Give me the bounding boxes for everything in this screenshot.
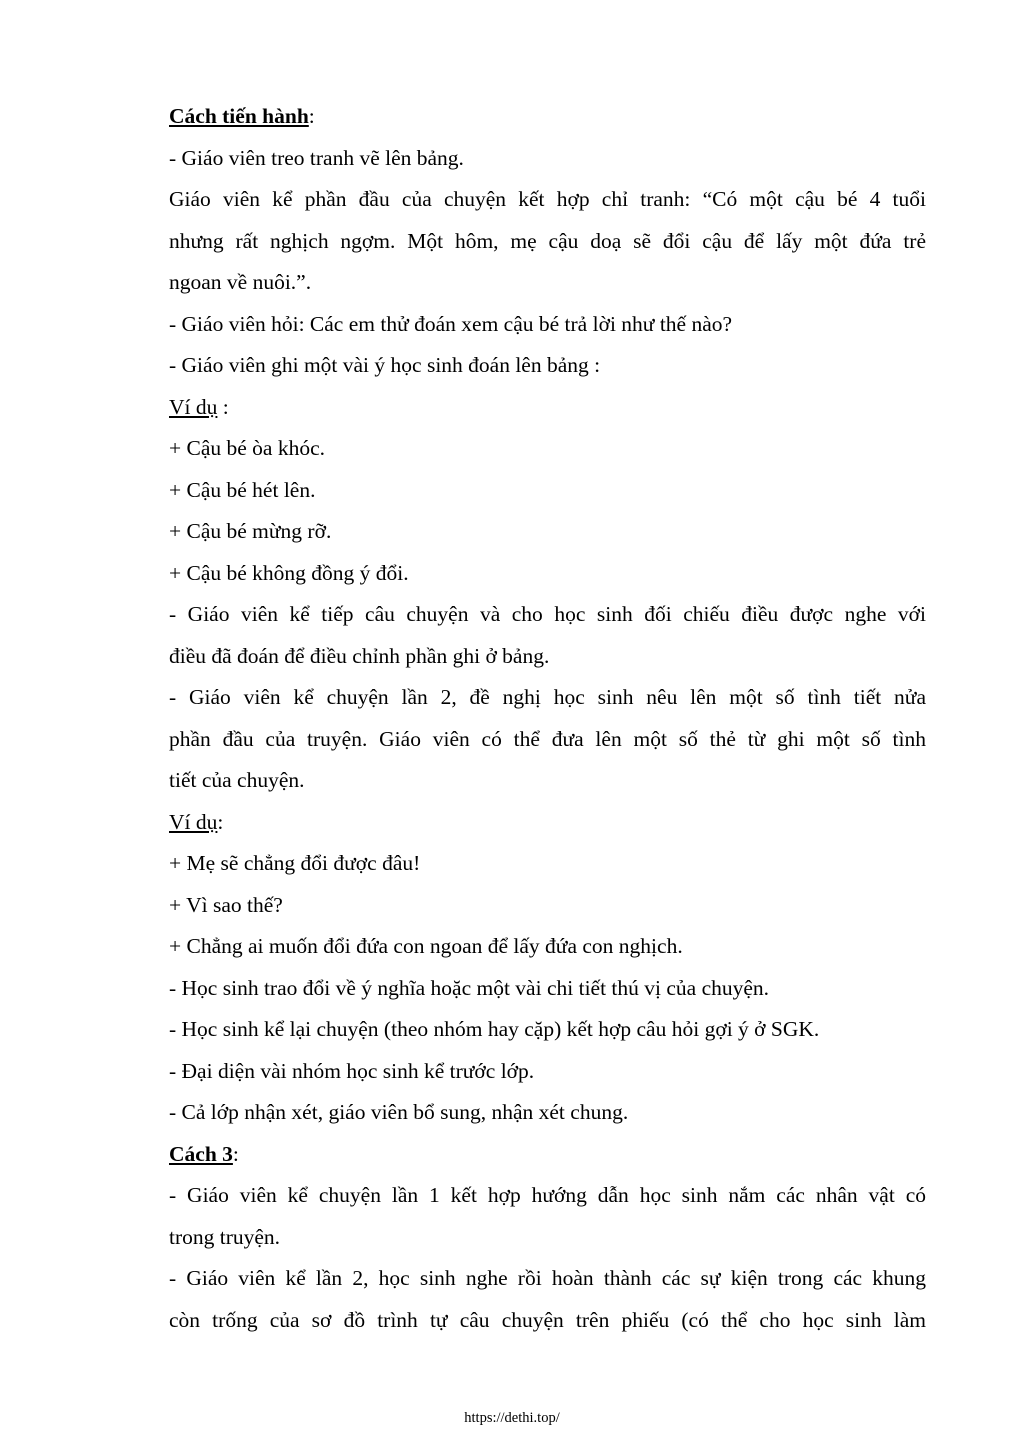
text-line: tiết của chuyện. bbox=[169, 768, 305, 792]
text-line: - Học sinh kể lại chuyện (theo nhóm hay cặp) kết hợp câu hỏi gợi ý ở SGK. bbox=[169, 1017, 820, 1041]
text-line: điều đã đoán để điều chỉnh phần ghi ở bảng. bbox=[169, 643, 550, 668]
example-suffix: : bbox=[217, 394, 229, 419]
text-line: + Chẳng ai muốn đổi đứa con ngoan để lấy đứa con nghịch. bbox=[169, 934, 683, 958]
text-line: - Đại diện vài nhóm học sinh kể trước lớp. bbox=[169, 1058, 535, 1083]
text-line: + Mẹ sẽ chẳng đổi được đâu! bbox=[169, 851, 421, 875]
text-line: phần đầu của truyện. Giáo viên có thể đưa lên một số thẻ từ ghi một số tình bbox=[169, 726, 926, 751]
text-line: - Giáo viên kể lần 2, học sinh nghe rồi hoàn thành các sự kiện trong các khung bbox=[169, 1266, 926, 1290]
text-line: trong truyện. bbox=[169, 1224, 281, 1249]
text-line: - Giáo viên kể chuyện lần 2, đề nghị học sinh nêu lên một số tình tiết nửa bbox=[169, 685, 926, 709]
text-line: - Giáo viên treo tranh vẽ lên bảng. bbox=[169, 145, 464, 170]
heading-suffix: : bbox=[232, 1141, 239, 1166]
text-line: + Cậu bé mừng rỡ. bbox=[169, 519, 332, 543]
text-line: + Cậu bé òa khóc. bbox=[169, 436, 326, 460]
example-label: Ví dụ bbox=[169, 809, 218, 834]
example-label: Ví dụ bbox=[169, 394, 218, 419]
text-line: - Giáo viên hỏi: Các em thử đoán xem cậu bé trả lời như thế nào? bbox=[169, 311, 733, 336]
footer-url: https://dethi.top/ bbox=[464, 1410, 560, 1426]
text-line: + Cậu bé hét lên. bbox=[169, 477, 316, 502]
text-line: nhưng rất nghịch ngợm. Một hôm, mẹ cậu doạ sẽ đổi cậu để lấy một đứa trẻ bbox=[169, 228, 926, 253]
text-line: + Vì sao thế? bbox=[169, 892, 283, 917]
example-label-1 bbox=[169, 387, 926, 429]
heading-cach-tien-hanh bbox=[169, 96, 926, 138]
text-line: - Giáo viên kể chuyện lần 1 kết hợp hướng dẫn học sinh nắm các nhân vật có bbox=[169, 1183, 926, 1207]
heading-label: Cách tiến hành bbox=[169, 104, 309, 128]
heading-label: Cách 3 bbox=[169, 1141, 233, 1166]
text-line: - Giáo viên ghi một vài ý học sinh đoán lên bảng : bbox=[169, 353, 601, 377]
heading-suffix: : bbox=[308, 104, 315, 128]
text-line: còn trống của sơ đồ trình tự câu chuyện trên phiếu (có thể cho học sinh làm bbox=[169, 1307, 926, 1332]
text-line: - Học sinh trao đổi về ý nghĩa hoặc một vài chi tiết thú vị của chuyện. bbox=[169, 975, 770, 1000]
example-suffix: : bbox=[217, 809, 224, 834]
text-line: Giáo viên kể phần đầu của chuyện kết hợp chỉ tranh: “Có một cậu bé 4 tuổi bbox=[169, 187, 926, 211]
example-label-2 bbox=[169, 802, 926, 844]
text-line: + Cậu bé không đồng ý đổi. bbox=[169, 560, 409, 585]
document-body bbox=[169, 96, 926, 1341]
heading-cach-3 bbox=[169, 1134, 926, 1176]
text-line: - Cả lớp nhận xét, giáo viên bổ sung, nhận xét chung. bbox=[169, 1100, 629, 1124]
text-line: ngoan về nuôi.”. bbox=[169, 270, 312, 294]
text-line: - Giáo viên kể tiếp câu chuyện và cho học sinh đối chiếu điều được nghe với bbox=[169, 602, 926, 626]
